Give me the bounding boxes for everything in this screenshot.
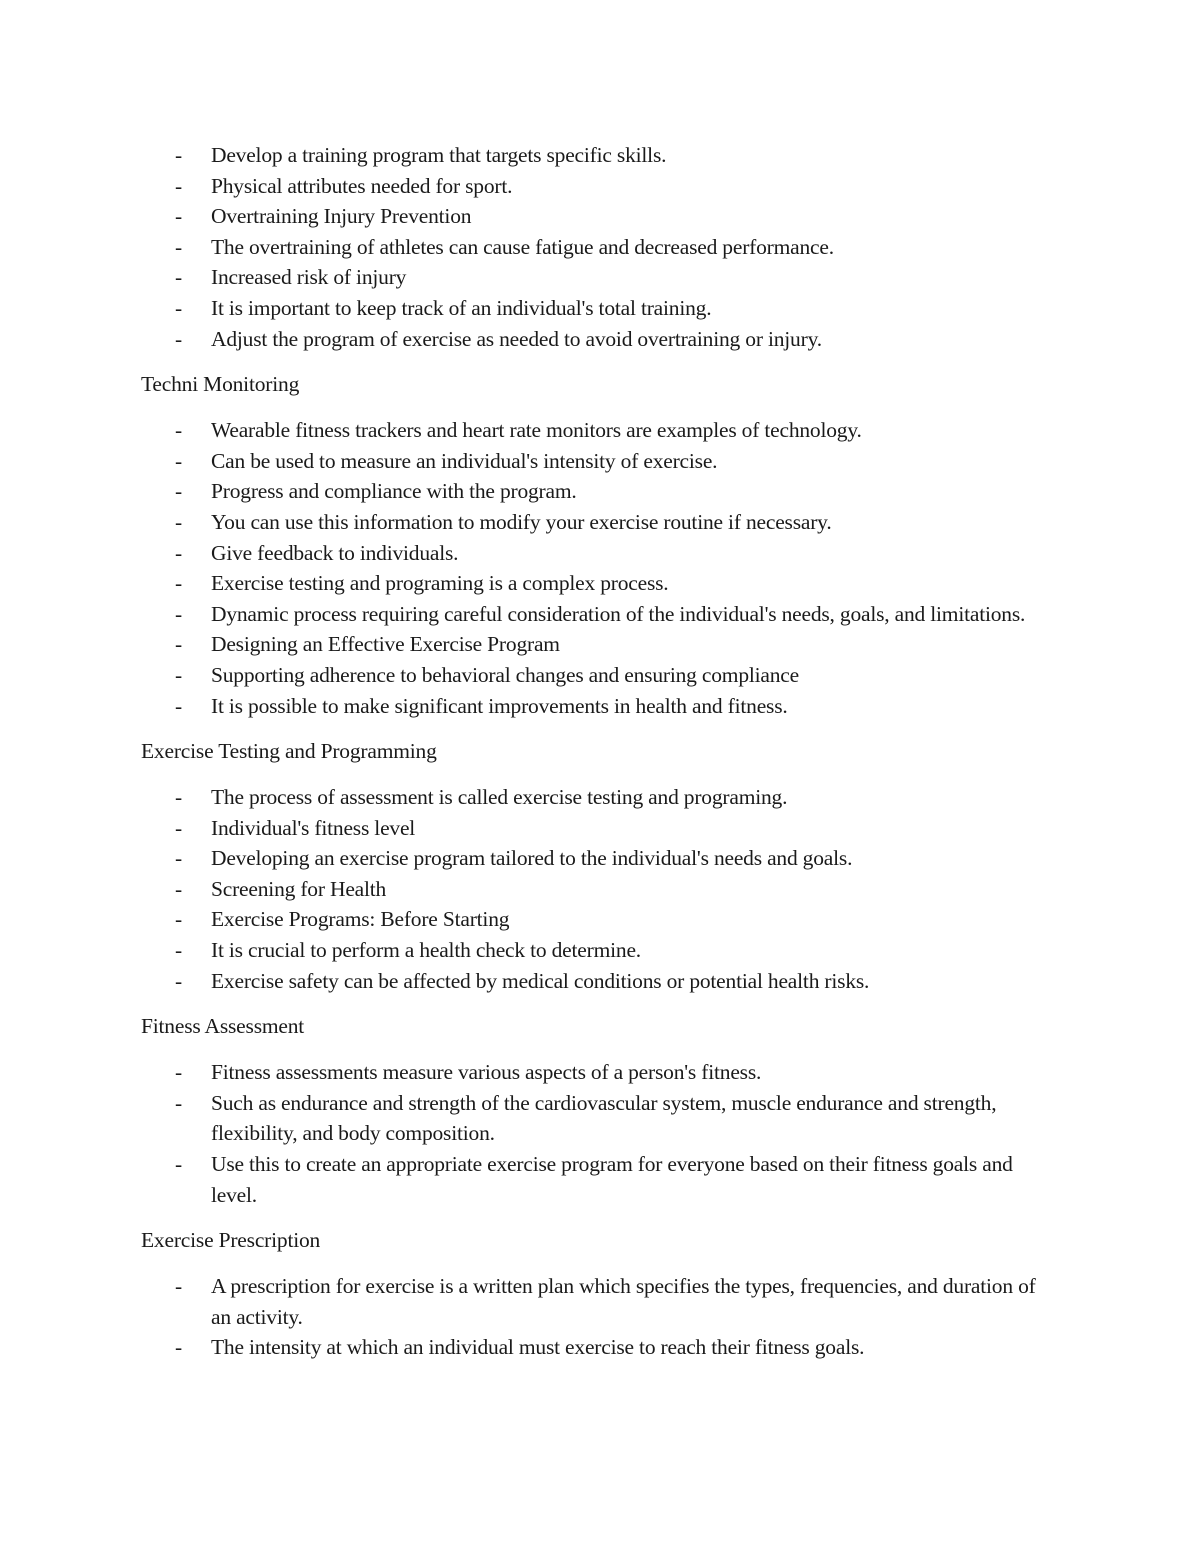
list-item-text: Dynamic process requiring careful consideration of the individual's needs, goals, and limitations. bbox=[211, 601, 1026, 626]
bullet-dash: - bbox=[175, 938, 182, 963]
list-item-text: Developing an exercise program tailored to the individual's needs and goals. bbox=[211, 846, 853, 871]
list-item bbox=[141, 1057, 1041, 1088]
list-item bbox=[141, 691, 1041, 722]
bullet-dash: - bbox=[175, 571, 182, 596]
section-heading: Exercise Testing and Programming bbox=[141, 739, 437, 764]
list-item-text: You can use this information to modify your exercise routine if necessary. bbox=[211, 509, 832, 534]
bullet-list bbox=[141, 140, 1041, 354]
list-item bbox=[141, 1332, 1041, 1363]
list-item bbox=[141, 476, 1041, 507]
bullet-dash: - bbox=[175, 968, 182, 993]
bullet-dash: - bbox=[175, 143, 182, 167]
bullet-list bbox=[141, 415, 1041, 721]
document-page bbox=[141, 140, 1041, 1378]
section-exercise-testing bbox=[141, 736, 1041, 996]
list-item-text: It is possible to make significant improvements in health and fitness. bbox=[211, 693, 788, 718]
list-item bbox=[141, 599, 1041, 630]
bullet-dash: - bbox=[175, 1060, 182, 1085]
bullet-dash: - bbox=[175, 540, 182, 565]
list-item bbox=[141, 538, 1041, 569]
list-item-text: Such as endurance and strength of the cardiovascular system, muscle endurance and strength, flexibility, and body composition. bbox=[211, 1090, 997, 1146]
list-item-text: Give feedback to individuals. bbox=[211, 540, 459, 565]
bullet-list bbox=[141, 782, 1041, 996]
list-item bbox=[141, 1271, 1041, 1332]
bullet-dash: - bbox=[175, 295, 182, 320]
bullet-dash: - bbox=[175, 601, 182, 626]
list-item bbox=[141, 935, 1041, 966]
section-heading: Techni Monitoring bbox=[141, 372, 300, 397]
bullet-dash: - bbox=[175, 846, 182, 871]
list-item-text: Progress and compliance with the program. bbox=[211, 479, 577, 504]
list-item-text: The intensity at which an individual must exercise to reach their fitness goals. bbox=[211, 1335, 865, 1360]
bullet-list bbox=[141, 1057, 1041, 1210]
section-techni-monitoring bbox=[141, 369, 1041, 721]
bullet-dash: - bbox=[175, 204, 182, 229]
bullet-dash: - bbox=[175, 418, 182, 443]
list-item-text: Supporting adherence to behavioral changes and ensuring compliance bbox=[211, 662, 799, 687]
list-item bbox=[141, 874, 1041, 905]
bullet-dash: - bbox=[175, 326, 182, 351]
bullet-dash: - bbox=[175, 509, 182, 534]
bullet-dash: - bbox=[175, 815, 182, 840]
bullet-dash: - bbox=[175, 693, 182, 718]
list-item-text: Screening for Health bbox=[211, 876, 387, 901]
bullet-dash: - bbox=[175, 1274, 182, 1299]
list-item-text: Can be used to measure an individual's intensity of exercise. bbox=[211, 448, 718, 473]
list-item-text: Fitness assessments measure various aspects of a person's fitness. bbox=[211, 1060, 762, 1085]
section-fitness-assessment bbox=[141, 1011, 1041, 1210]
list-item-text: Exercise testing and programing is a complex process. bbox=[211, 571, 669, 596]
list-item-text: Use this to create an appropriate exercise program for everyone based on their fitness goals and level. bbox=[211, 1152, 1013, 1207]
list-item bbox=[141, 232, 1041, 263]
section-heading: Exercise Prescription bbox=[141, 1228, 321, 1253]
list-item bbox=[141, 415, 1041, 446]
list-item bbox=[141, 629, 1041, 660]
bullet-dash: - bbox=[175, 448, 182, 473]
bullet-dash: - bbox=[175, 265, 182, 290]
list-item-text: Overtraining Injury Prevention bbox=[211, 204, 472, 229]
list-item bbox=[141, 171, 1041, 202]
list-item-text: Individual's fitness level bbox=[211, 815, 416, 840]
section-heading: Fitness Assessment bbox=[141, 1014, 305, 1039]
list-item-text: It is crucial to perform a health check to determine. bbox=[211, 938, 641, 963]
list-item bbox=[141, 507, 1041, 538]
section-exercise-prescription bbox=[141, 1225, 1041, 1363]
bullet-dash: - bbox=[175, 1090, 182, 1115]
list-item bbox=[141, 324, 1041, 355]
list-item-text: The overtraining of athletes can cause fatigue and decreased performance. bbox=[211, 234, 834, 259]
list-item-text: Physical attributes needed for sport. bbox=[211, 173, 513, 198]
list-item bbox=[141, 140, 1041, 171]
list-item bbox=[141, 446, 1041, 477]
bullet-dash: - bbox=[175, 662, 182, 687]
bullet-dash: - bbox=[175, 479, 182, 504]
list-item bbox=[141, 966, 1041, 997]
bullet-dash: - bbox=[175, 1335, 182, 1360]
bullet-dash: - bbox=[175, 1152, 182, 1177]
list-item-text: Develop a training program that targets specific skills. bbox=[211, 143, 667, 167]
list-item bbox=[141, 904, 1041, 935]
bullet-dash: - bbox=[175, 876, 182, 901]
list-item-text: It is important to keep track of an individual's total training. bbox=[211, 295, 712, 320]
list-item-text: The process of assessment is called exercise testing and programing. bbox=[211, 785, 788, 810]
bullet-dash: - bbox=[175, 173, 182, 198]
list-item bbox=[141, 568, 1041, 599]
list-item-text: A prescription for exercise is a written plan which specifies the types, frequencies, and duration of an activity. bbox=[211, 1274, 1036, 1329]
list-item bbox=[141, 1149, 1041, 1210]
list-item-text: Designing an Effective Exercise Program bbox=[211, 632, 560, 657]
bullet-dash: - bbox=[175, 632, 182, 657]
list-item bbox=[141, 262, 1041, 293]
list-item bbox=[141, 813, 1041, 844]
bullet-dash: - bbox=[175, 907, 182, 932]
bullet-dash: - bbox=[175, 234, 182, 259]
list-item bbox=[141, 660, 1041, 691]
bullet-dash: - bbox=[175, 785, 182, 810]
list-item bbox=[141, 293, 1041, 324]
list-item-text: Adjust the program of exercise as needed to avoid overtraining or injury. bbox=[211, 326, 822, 351]
list-item-text: Wearable fitness trackers and heart rate monitors are examples of technology. bbox=[211, 418, 862, 443]
list-item-text: Increased risk of injury bbox=[211, 265, 407, 290]
bullet-list bbox=[141, 1271, 1041, 1363]
section-intro bbox=[141, 140, 1041, 354]
list-item-text: Exercise safety can be affected by medical conditions or potential health risks. bbox=[211, 968, 870, 993]
list-item bbox=[141, 843, 1041, 874]
list-item bbox=[141, 782, 1041, 813]
list-item-text: Exercise Programs: Before Starting bbox=[211, 907, 510, 932]
list-item bbox=[141, 1088, 1041, 1149]
list-item bbox=[141, 201, 1041, 232]
